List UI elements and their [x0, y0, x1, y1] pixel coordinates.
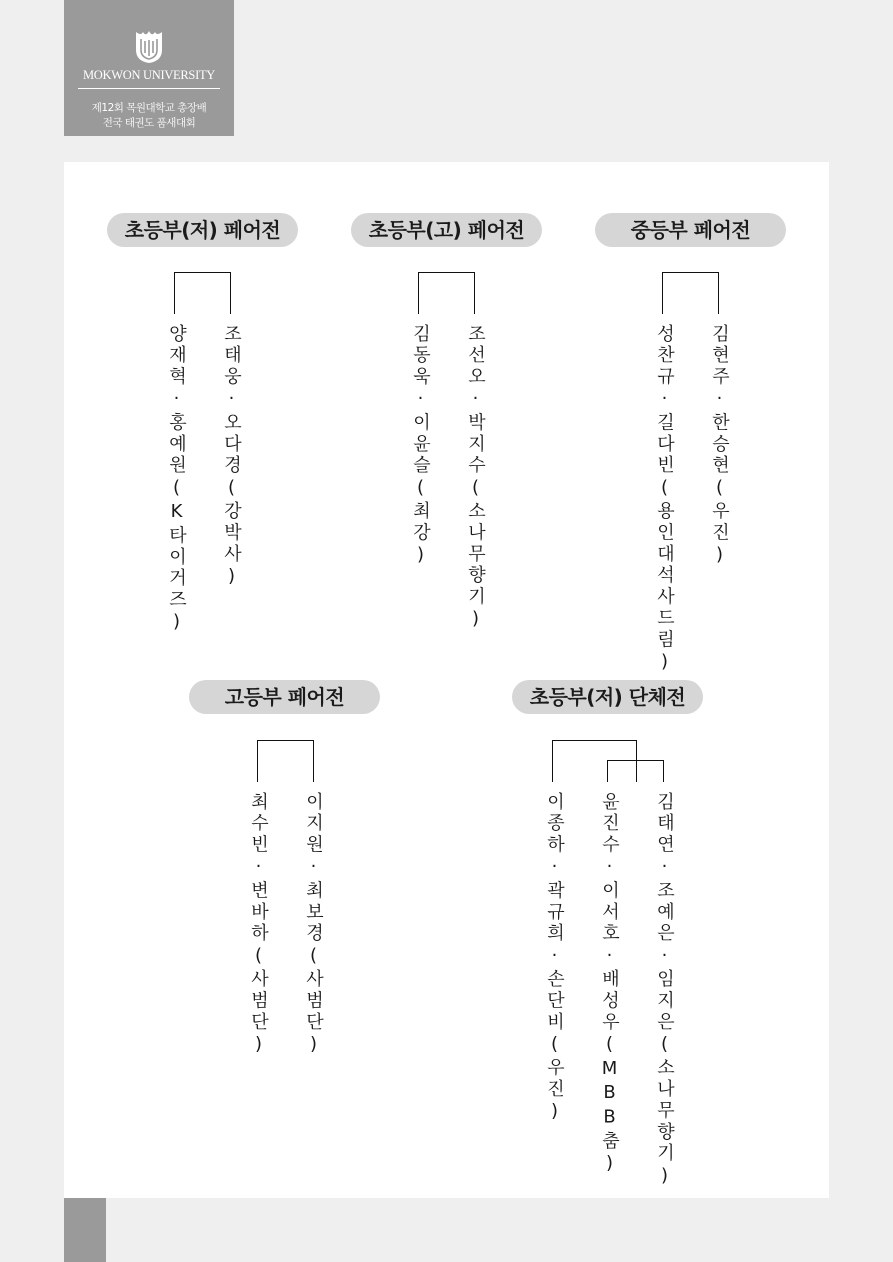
pairing-bracket: [418, 272, 475, 314]
mokwon-emblem-icon: [133, 30, 165, 64]
event-title-line1: 제12회 목원대학교 총장배: [91, 102, 207, 114]
division-title: 초등부(저) 단체전: [512, 680, 703, 714]
university-name: MOKWON UNIVERSITY: [82, 68, 216, 82]
pairing-bracket: [174, 272, 231, 314]
division-title: 고등부 페어전: [189, 680, 380, 714]
division-title: 초등부(저) 페어전: [107, 213, 298, 247]
entry-team: 성찬규·길다빈(용인대석사드림): [654, 324, 675, 676]
entry-team: 김현주·한승현(우진): [709, 324, 730, 569]
entry-team: 조태웅·오다경(강박사): [221, 324, 242, 590]
event-badge: [64, 0, 234, 136]
entry-team: 최수빈·변바하(사범단): [248, 792, 269, 1058]
pairing-bracket: [662, 272, 719, 314]
logo-divider: [78, 88, 220, 89]
entry-team: 이지원·최보경(사범단): [303, 792, 324, 1058]
division-title: 중등부 페어전: [595, 213, 786, 247]
entry-team: 윤진수·이서호·배성우(MBB춤): [599, 792, 620, 1177]
division-title: 초등부(고) 페어전: [351, 213, 542, 247]
entry-team: 김태연·조예은·임지은(소나무향기): [654, 792, 675, 1190]
entry-team: 이종하·곽규희·손단비(우진): [544, 792, 565, 1125]
page-corner-tab: [64, 1198, 106, 1262]
entry-team: 김동욱·이윤슬(최강): [410, 324, 431, 569]
event-title-line2: 전국 태권도 품새대회: [102, 117, 196, 129]
entry-team: 양재혁·홍예원(K타이거즈): [166, 324, 187, 636]
pairing-bracket: [257, 740, 314, 782]
entry-team: 조선오·박지수(소나무향기): [465, 324, 486, 633]
results-panel: [64, 162, 829, 1198]
pairing-bracket: [607, 760, 664, 782]
